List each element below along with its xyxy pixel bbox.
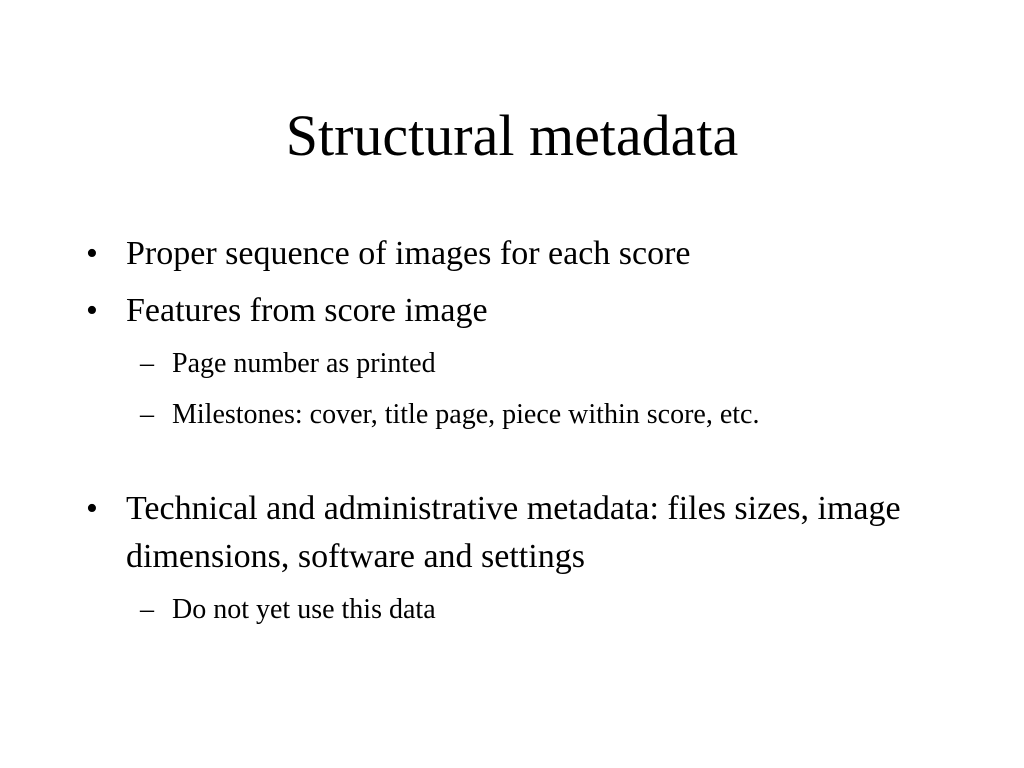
bullet-text: Features from score image: [126, 292, 488, 329]
sub-bullet-item: [86, 590, 956, 630]
slide-title: Structural metadata: [285, 103, 739, 168]
dash-marker: –: [140, 399, 154, 430]
bullet-item: [86, 287, 956, 335]
bullet-text: Proper sequence of images for each score: [126, 235, 691, 272]
bullet-marker: •: [86, 235, 98, 272]
sub-bullet-text: Page number as printed: [172, 348, 436, 379]
bullet-text: Technical and administrative metadata: files sizes, image dimensions, software and settings: [126, 490, 901, 575]
bullet-item: [86, 230, 956, 278]
bullet-marker: •: [86, 292, 98, 329]
bullet-item: [86, 485, 956, 581]
sub-bullet-item: [86, 344, 956, 384]
dash-marker: –: [140, 594, 154, 625]
sub-bullet-item: [86, 395, 956, 435]
bullet-marker: •: [86, 490, 98, 527]
sub-bullet-text: Milestones: cover, title page, piece within score, etc.: [172, 399, 760, 430]
bullet-list: [86, 230, 956, 641]
sub-bullet-text: Do not yet use this data: [172, 594, 436, 625]
dash-marker: –: [140, 348, 154, 379]
